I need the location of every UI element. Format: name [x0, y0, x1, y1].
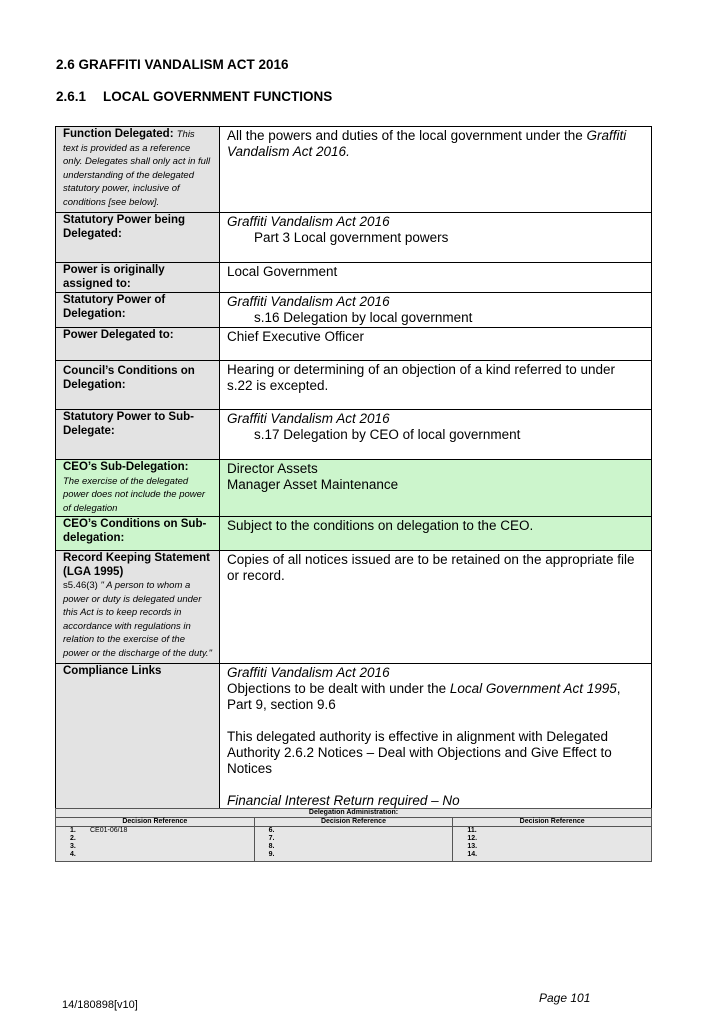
reference-note: This text is provided as a reference only. Delegates shall only act in full understanding of the delegated statutory power, inclusive of conditions [see below].	[63, 129, 211, 208]
subsection-heading	[56, 89, 332, 104]
subsection-title: LOCAL GOVERNMENT FUNCTIONS	[103, 89, 333, 104]
value-text: Copies of all notices issued are to be retained on the appropriate file or record.	[227, 552, 635, 583]
admin-column-3	[453, 827, 652, 862]
list-item: 4.	[70, 851, 76, 858]
value-text: Chief Executive Officer	[227, 329, 365, 344]
list-item: 2.	[70, 835, 76, 842]
legislation-cite: s5.46(3)	[63, 580, 98, 591]
delegate-director-assets: Director Assets	[227, 461, 318, 476]
subsection-number: 2.6.1	[56, 89, 87, 104]
row-delegated-to	[56, 328, 652, 361]
list-item: 7.	[268, 835, 275, 842]
subdelegation-note: The exercise of the delegated power does not include the power of delegation	[63, 475, 206, 514]
row-power-to-subdelegate	[56, 410, 652, 460]
label: Council’s Conditions on Delegation:	[63, 365, 195, 391]
label: Power Delegated to:	[63, 329, 174, 341]
document-reference: 14/180898[v10]	[62, 999, 138, 1011]
row-record-keeping	[56, 551, 652, 664]
label: Power is originally assigned to:	[63, 264, 165, 290]
list-item: 9.	[268, 851, 275, 858]
list-item: 14.	[467, 851, 478, 858]
row-statutory-power	[56, 213, 652, 263]
label: CEO’s Sub-Delegation:	[63, 461, 189, 473]
label: Compliance Links	[63, 665, 162, 677]
value-cell	[220, 127, 652, 213]
label-cell	[56, 127, 220, 213]
section-heading	[56, 57, 289, 72]
row-ceo-subdelegation	[56, 460, 652, 517]
row-ceo-conditions	[56, 517, 652, 551]
financial-interest-note: Financial Interest Return required – No	[227, 793, 460, 808]
objections-text: Objections to be dealt with under the Local Government Act 1995, Part 9, section 9.6	[227, 681, 621, 712]
act-name: Graffiti Vandalism Act 2016	[227, 214, 390, 229]
row-function-delegated	[56, 127, 652, 213]
list-item: 13.	[467, 843, 478, 850]
delegation-table	[55, 126, 652, 818]
section-ref: s.17 Delegation by CEO of local government	[254, 427, 521, 442]
decision-reference: CE01-06/18	[90, 827, 128, 834]
list-item: 3.	[70, 843, 76, 850]
list-item: 1. CE01-06/18	[70, 827, 128, 834]
admin-column-1	[56, 827, 255, 862]
label: Statutory Power being Delegated:	[63, 214, 186, 240]
admin-header-2: Decision Reference	[254, 818, 453, 827]
lga-act-name: Local Government Act 1995	[449, 681, 617, 696]
row-originally-assigned	[56, 263, 652, 293]
act-name: Graffiti Vandalism Act 2016	[227, 294, 390, 309]
value-text: Subject to the conditions on delegation to the CEO.	[227, 518, 534, 533]
label: Function Delegated:	[63, 128, 174, 140]
label: Statutory Power to Sub-Delegate:	[63, 411, 194, 437]
admin-title: Delegation Administration:	[56, 809, 652, 818]
row-council-conditions	[56, 361, 652, 410]
section-number: 2.6	[56, 57, 75, 72]
value-text: All the powers and duties of the local government under the	[227, 128, 587, 143]
delegate-manager-asset-maintenance: Manager Asset Maintenance	[227, 477, 399, 492]
value-text: Hearing or determining of an objection of a kind referred to under s.22 is excepted.	[227, 362, 615, 393]
admin-header-1: Decision Reference	[56, 818, 255, 827]
list-item: 11.	[467, 827, 477, 834]
row-power-of-delegation	[56, 293, 652, 328]
label: CEO’s Conditions on Sub-delegation:	[63, 518, 207, 544]
part-ref: Part 3 Local government powers	[254, 230, 449, 245]
section-title: GRAFFITI VANDALISM ACT 2016	[78, 57, 289, 72]
value-text: Local Government	[227, 264, 338, 279]
act-name: Graffiti Vandalism Act 2016	[227, 665, 390, 680]
label: Record Keeping Statement (LGA 1995)	[63, 552, 210, 578]
list-item: 12.	[467, 835, 478, 842]
list-item: 8.	[268, 843, 275, 850]
list-item: 6.	[268, 827, 275, 834]
admin-header-3: Decision Reference	[453, 818, 652, 827]
legislation-quote: " A person to whom a power or duty is delegated under this Act is to keep records in accordance with regulations in relation to the exercise of the power or the discharge of the duty."	[63, 580, 212, 659]
alignment-paragraph: This delegated authority is effective in alignment with Delegated Authority 2.6.2 Notices – Deal with Objections and Give Effect to Notices	[227, 729, 612, 776]
row-compliance-links	[56, 664, 652, 818]
act-name: Graffiti Vandalism Act 2016	[227, 411, 390, 426]
section-ref: s.16 Delegation by local government	[254, 310, 473, 325]
label: Statutory Power of Delegation:	[63, 294, 166, 320]
page-number: Page 101	[539, 991, 591, 1005]
act-name: Graffiti Vandalism Act 2016.	[227, 128, 627, 159]
admin-column-2	[254, 827, 453, 862]
delegation-administration-table	[55, 808, 652, 862]
